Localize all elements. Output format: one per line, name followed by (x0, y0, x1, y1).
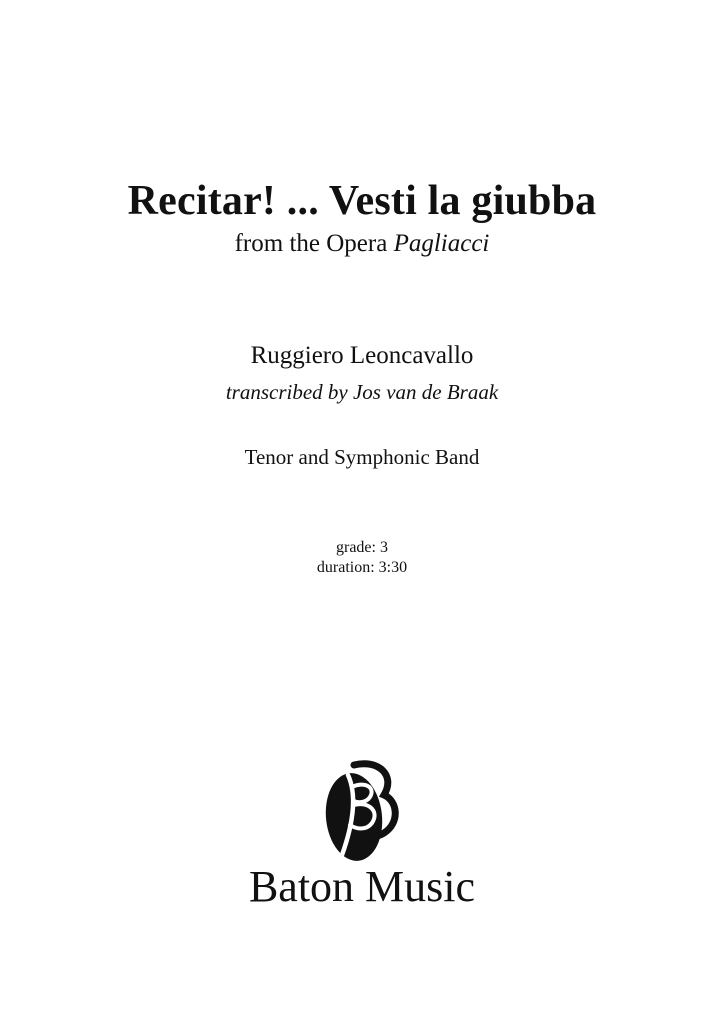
subtitle (0, 228, 724, 260)
baton-music-logo-icon (318, 757, 402, 863)
subtitle-prefix: from the Opera (234, 230, 388, 257)
duration-label: duration: 3:30 (316, 559, 408, 576)
opera-name: Pagliacci (393, 230, 490, 257)
grade-label: grade: 3 (336, 539, 388, 556)
transcriber-credit: transcribed by Jos van de Braak (225, 380, 499, 404)
publisher-name: Baton Music (248, 862, 476, 911)
composer-name: Ruggiero Leoncavallo (250, 342, 474, 369)
page-title: Recitar! ... Vesti la giubba (127, 178, 597, 224)
score-details (0, 538, 724, 578)
instrumentation: Tenor and Symphonic Band (244, 445, 480, 469)
